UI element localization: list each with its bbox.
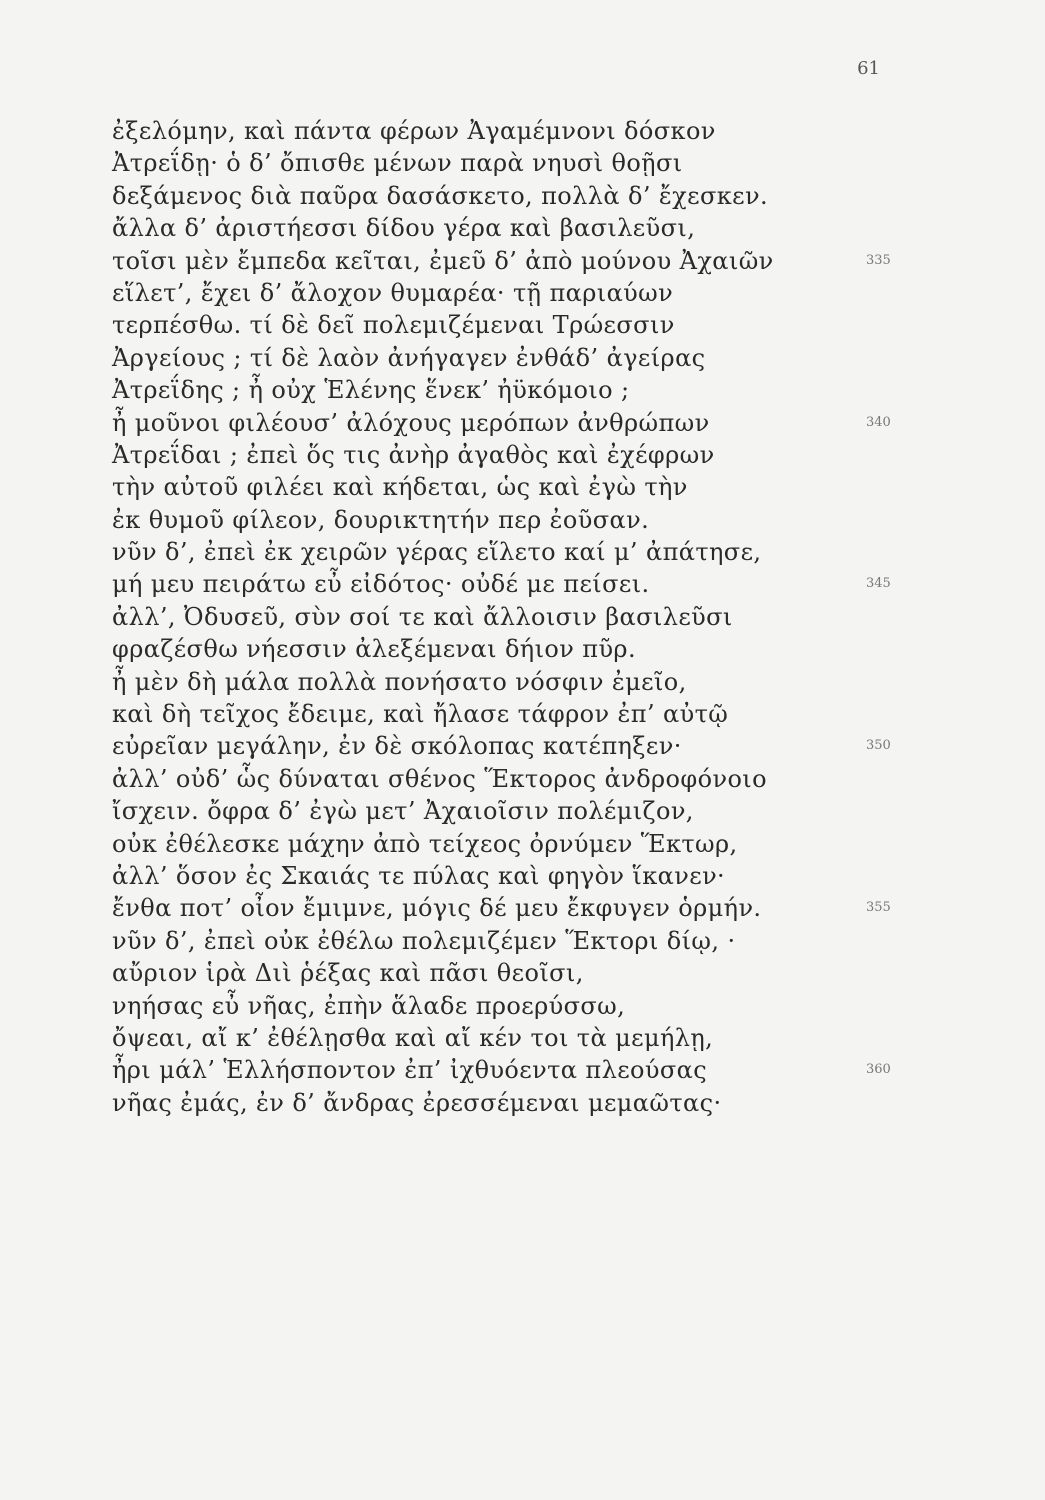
verse-line-text: καὶ δὴ τεῖχος ἔδειμε, καὶ ἤλασε τάφρον ἐπ’ αὐτῷ — [112, 700, 729, 729]
verse-line — [112, 342, 932, 374]
verse-line-text: ἐκ θυμοῦ φίλεον, δουρικτητήν περ ἐοῦσαν. — [112, 505, 650, 534]
verse-line — [112, 374, 932, 406]
verse-line-text: ἀλλ’ ὅσον ἐς Σκαιάς τε πύλας καὶ φηγὸν ἵκανεν· — [112, 861, 726, 890]
verse-line — [112, 439, 932, 471]
verse-line — [112, 1054, 932, 1086]
verse-line-text: δεξάμενος διὰ παῦρα δασάσκετο, πολλὰ δ’ ἔχεσκεν. — [112, 181, 768, 210]
verse-line — [112, 795, 932, 827]
line-number: 350 — [866, 738, 891, 754]
line-number: 360 — [866, 1062, 891, 1078]
verse-line — [112, 666, 932, 698]
verse-line — [112, 471, 932, 503]
verse-line — [112, 180, 932, 212]
verse-line — [112, 504, 932, 536]
line-number: 335 — [866, 252, 891, 268]
verse-line-text: Ἀτρεΐδης ; ἦ οὐχ Ἑλένης ἕνεκ’ ἠϋκόμοιο ; — [112, 376, 630, 405]
verse-line — [112, 245, 932, 277]
verse-line — [112, 892, 932, 924]
verse-line — [112, 925, 932, 957]
verse-line-text: ἀλλ’ οὐδ’ ὧς δύναται σθένος Ἕκτορος ἀνδροφόνοιο — [112, 764, 767, 793]
verse-line — [112, 407, 932, 439]
verse-line — [112, 990, 932, 1022]
verse-line — [112, 277, 932, 309]
verse-text — [112, 115, 932, 1119]
verse-line — [112, 568, 932, 600]
line-number: 345 — [866, 576, 891, 592]
verse-line-text: ἦ μοῦνοι φιλέουσ’ ἀλόχους μερόπων ἀνθρώπων — [112, 408, 710, 437]
verse-line-text: ἀλλ’, Ὀδυσεῦ, σὺν σοί τε καὶ ἄλλοισιν βασιλεῦσι — [112, 602, 733, 631]
verse-line-text: τερπέσθω. τί δὲ δεῖ πολεμιζέμεναι Τρώεσσιν — [112, 311, 675, 340]
line-number: 340 — [866, 414, 891, 430]
verse-line-text: Ἀργείους ; τί δὲ λαὸν ἀνήγαγεν ἐνθάδ’ ἀγείρας — [112, 343, 706, 372]
page-number: 61 — [857, 58, 880, 79]
verse-line — [112, 601, 932, 633]
verse-line-text: νῦν δ’, ἐπεὶ ἐκ χειρῶν γέρας εἵλετο καί μ’ ἀπάτησε, — [112, 538, 762, 567]
verse-line — [112, 1087, 932, 1119]
verse-line-text: φραζέσθω νήεσσιν ἀλεξέμεναι δήιον πῦρ. — [112, 635, 636, 664]
verse-line-text: ἐξελόμην, καὶ πάντα φέρων Ἀγαμέμνονι δόσκον — [112, 117, 716, 145]
verse-line-text: νῆας ἐμάς, ἐν δ’ ἄνδρας ἐρεσσέμεναι μεμαῶτας· — [112, 1088, 722, 1117]
verse-line-text: ἴσχειν. ὄφρα δ’ ἐγὼ μετ’ Ἀχαιοῖσιν πολέμιζον, — [112, 797, 694, 826]
verse-line — [112, 1022, 932, 1054]
verse-line-text: ἔνθα ποτ’ οἶον ἔμιμνε, μόγις δέ μευ ἔκφυγεν ὁρμήν. — [112, 894, 762, 923]
verse-line-text: μή μευ πειράτω εὖ εἰδότος· οὐδέ με πείσει. — [112, 570, 650, 599]
verse-line — [112, 633, 932, 665]
verse-line-text: ὄψεαι, αἴ κ’ ἐθέλῃσθα καὶ αἴ κέν τοι τὰ μεμήλῃ, — [112, 1023, 714, 1052]
verse-line-text: νηήσας εὖ νῆας, ἐπὴν ἅλαδε προερύσσω, — [112, 991, 626, 1020]
line-number: 355 — [866, 900, 891, 916]
verse-line — [112, 147, 932, 179]
verse-line-text: τοῖσι μὲν ἔμπεδα κεῖται, ἐμεῦ δ’ ἀπὸ μούνου Ἀχαιῶν — [112, 246, 774, 275]
verse-line-text: ἦ μὲν δὴ μάλα πολλὰ πονήσατο νόσφιν ἐμεῖο, — [112, 667, 687, 696]
verse-line-text: εἵλετ’, ἔχει δ’ ἄλοχον θυμαρέα· τῇ παριαύων — [112, 278, 674, 307]
verse-line — [112, 309, 932, 341]
verse-line — [112, 730, 932, 762]
verse-line — [112, 860, 932, 892]
verse-line — [112, 536, 932, 568]
verse-line-text: Ἀτρεΐδῃ· ὁ δ’ ὄπισθε μένων παρὰ νηυσὶ θοῇσι — [112, 149, 683, 178]
verse-line — [112, 115, 932, 147]
verse-line-text: ἄλλα δ’ ἀριστήεσσι δίδου γέρα καὶ βασιλεῦσι, — [112, 214, 696, 243]
verse-line-text: αὔριον ἱρὰ Διὶ ῥέξας καὶ πᾶσι θεοῖσι, — [112, 959, 584, 988]
verse-line-text: εὐρεῖαν μεγάλην, ἐν δὲ σκόλοπας κατέπηξεν· — [112, 732, 682, 761]
verse-line-text: Ἀτρεΐδαι ; ἐπεὶ ὅς τις ἀνὴρ ἀγαθὸς καὶ ἐχέφρων — [112, 440, 715, 469]
verse-line-text: οὐκ ἐθέλεσκε μάχην ἀπὸ τείχεος ὀρνύμεν Ἕκτωρ, — [112, 829, 738, 858]
verse-line-text: νῦν δ’, ἐπεὶ οὐκ ἐθέλω πολεμιζέμεν Ἕκτορι δίῳ, · — [112, 926, 736, 955]
verse-line-text: ἦρι μάλ’ Ἑλλήσποντον ἐπ’ ἰχθυόεντα πλεούσας — [112, 1056, 708, 1085]
verse-line — [112, 957, 932, 989]
verse-line — [112, 212, 932, 244]
verse-line-text: τὴν αὐτοῦ φιλέει καὶ κήδεται, ὡς καὶ ἐγὼ τὴν — [112, 473, 688, 502]
verse-line — [112, 828, 932, 860]
verse-line — [112, 698, 932, 730]
verse-line — [112, 763, 932, 795]
